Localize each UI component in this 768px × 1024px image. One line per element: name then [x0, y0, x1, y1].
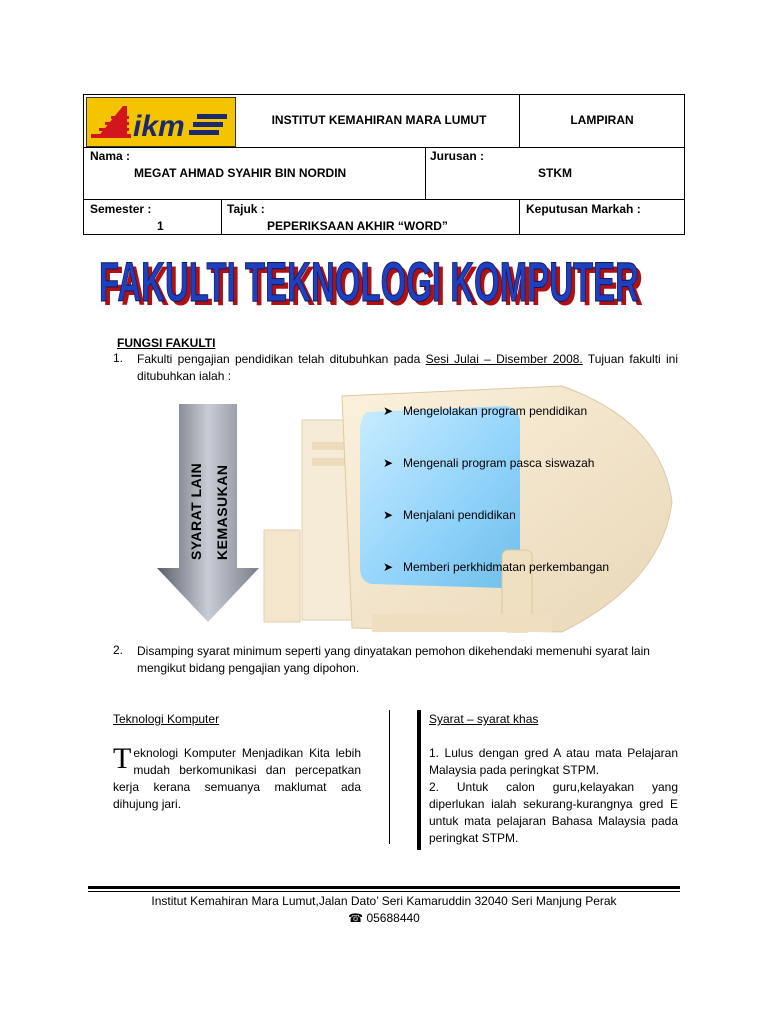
- nama-value: MEGAT AHMAD SYAHIR BIN NORDIN: [134, 166, 347, 180]
- arrow-bullet-icon: ➤: [383, 404, 394, 418]
- left-col-body: eknologi Komputer Menjadikan Kita lebih mudah berkomunikasi dan percepatkan kerja kerana semuanya maklumat ada dihujung jari.: [113, 746, 361, 811]
- item2-number: 2.: [113, 643, 124, 657]
- list-item-text: Mengenali program pasca siswazah: [403, 456, 595, 470]
- phone-number: 05688440: [366, 911, 420, 925]
- title-shadow: FAKULTI TEKNOLOGI KOMPUTER: [103, 254, 643, 317]
- item1-date: Sesi Julai – Disember 2008.: [425, 352, 583, 366]
- list-item-text: Menjalani pendidikan: [403, 508, 516, 522]
- fungsi-heading: FUNGSI FAKULTI: [117, 336, 216, 350]
- item1-number: 1.: [113, 351, 124, 365]
- column-divider: [389, 710, 390, 844]
- left-col-heading: Teknologi Komputer: [113, 712, 220, 726]
- semester-value: 1: [157, 219, 164, 233]
- divider: [84, 199, 684, 200]
- item1-text: [137, 351, 678, 385]
- arrow-label-line1: SYARAT LAIN: [188, 462, 204, 560]
- item1-text-b: Tujuan fakulti ini ditubuhkan ialah :: [137, 352, 678, 383]
- list-item: [383, 508, 516, 522]
- tajuk-value: PEPERIKSAAN AKHIR “WORD”: [267, 219, 448, 233]
- phone-icon: ☎: [348, 911, 364, 925]
- list-item: [383, 404, 587, 418]
- item1-text-a: Fakulti pengajian pendidikan telah ditubuhkan pada: [137, 352, 426, 366]
- ikm-logo-mark: [87, 98, 235, 146]
- header-table: [83, 94, 685, 235]
- right-col-heading: Syarat – syarat khas: [429, 712, 539, 726]
- keputusan-label: Keputusan Markah :: [526, 202, 641, 216]
- lampiran-label: LAMPIRAN: [570, 113, 634, 127]
- item2-text: Disamping syarat minimum seperti yang dinyatakan pemohon dikehendaki memenuhi syarat lain mengikut bidang pengajian yang dipohon.: [137, 644, 650, 675]
- divider: [221, 199, 222, 235]
- semester-label: Semester :: [90, 202, 152, 216]
- list-item: [383, 560, 609, 574]
- institute-name: INSTITUT KEMAHIRAN MARA LUMUT: [271, 113, 487, 127]
- down-arrow-icon: [157, 404, 259, 622]
- right-col-p2: 2. Untuk calon guru,kelayakan yang diperlukan ialah sekurang-kurangnya gred E untuk mata pelajaran Bahasa Malaysia pada peringkat STPM.: [429, 780, 678, 845]
- list-item: [383, 456, 594, 470]
- faculty-title: [90, 248, 650, 318]
- arrow-bullet-icon: ➤: [383, 456, 394, 470]
- dropcap: T: [113, 742, 132, 775]
- ikm-logo: [86, 97, 236, 147]
- right-col-p1: 1. Lulus dengan gred A atau mata Pelajaran Malaysia pada peringkat STPM.: [429, 746, 678, 777]
- tajuk-label: Tajuk :: [227, 202, 265, 216]
- title-text: FAKULTI TEKNOLOGI KOMPUTER: [99, 250, 639, 313]
- arrow-bullet-icon: ➤: [383, 508, 394, 522]
- jurusan-label: Jurusan :: [430, 149, 485, 163]
- svg-text:ikm: ikm: [133, 110, 185, 143]
- left-col-text: [113, 742, 361, 813]
- footer-rule-thin: [88, 891, 680, 892]
- arrow-label-line2: KEMASUKAN: [214, 464, 230, 560]
- column-bar: [417, 710, 421, 850]
- arrow-bullet-icon: ➤: [383, 560, 394, 574]
- divider: [425, 147, 426, 199]
- footer-rule: [88, 886, 680, 889]
- list-item-text: Memberi perkhidmatan perkembangan: [403, 560, 610, 574]
- footer-address: Institut Kemahiran Mara Lumut,Jalan Dato’ Seri Kamaruddin 32040 Seri Manjung Perak: [151, 894, 617, 908]
- divider: [519, 199, 520, 235]
- jurusan-value: STKM: [538, 166, 572, 180]
- footer-phone: [88, 911, 680, 925]
- list-item-text: Mengelolakan program pendidikan: [403, 404, 588, 418]
- nama-label: Nama :: [90, 149, 131, 163]
